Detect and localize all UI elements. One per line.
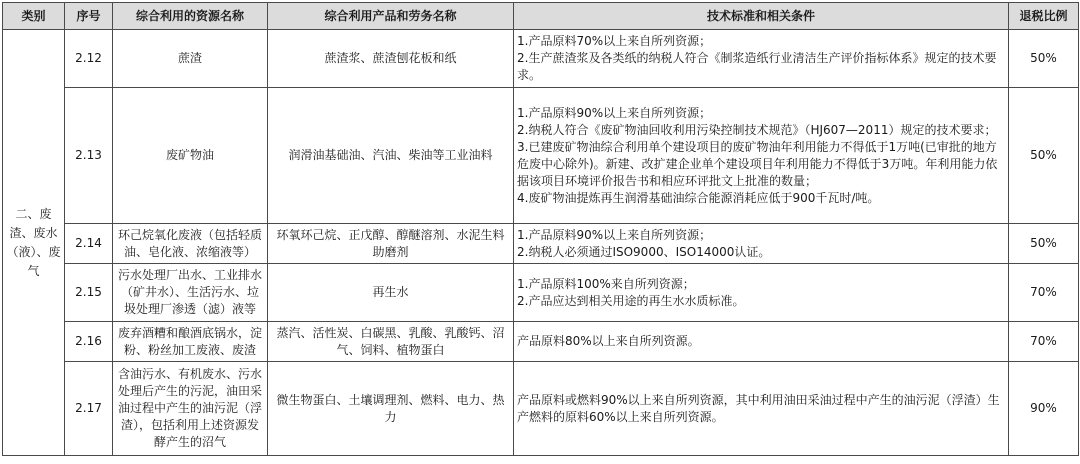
- standard-line: 1.产品原料90%以上来自所列资源；: [517, 227, 712, 242]
- standard-line: 2.产品应达到相关用途的再生水水质标准。: [517, 293, 745, 308]
- product-cell: 蒸汽、活性炭、白碳黑、乳酸、乳酸钙、沼气、饲料、植物蛋白: [268, 322, 514, 362]
- table-row: [3, 88, 1079, 224]
- header-resource: 综合利用的资源名称: [113, 3, 268, 30]
- category-cell: 二、废渣、废水（液）、废气: [3, 30, 65, 456]
- resource-cell: 含油污水、有机废水、污水处理后产生的污泥，油田采油过程中产生的油污泥（浮渣），包括利用上述资源发酵产生的沼气: [113, 362, 268, 456]
- product-cell: 环氧环己烷、正戊醇、醇醚溶剂、水泥生料助磨剂: [268, 224, 514, 264]
- product-cell: 润滑油基础油、汽油、柴油等工业油料: [268, 88, 514, 224]
- resource-cell: 环己烷氧化废液（包括轻质油、皂化液、浓缩液等）: [113, 224, 268, 264]
- seq-cell: 2.14: [65, 224, 113, 264]
- header-seq: 序号: [65, 3, 113, 30]
- standard-line: 2.纳税人符合《废矿物油回收利用污染控制技术规范》（HJ607—2011）规定的技术要求；: [517, 122, 997, 137]
- table-row: [3, 322, 1079, 362]
- table-row: [3, 362, 1079, 456]
- standard-cell: [514, 322, 1009, 362]
- resource-cell: 废矿物油: [113, 88, 268, 224]
- product-cell: 再生水: [268, 264, 514, 322]
- product-cell: 蔗渣浆、蔗渣刨花板和纸: [268, 30, 514, 88]
- rate-cell: 70%: [1009, 322, 1079, 362]
- resource-cell: 蔗渣: [113, 30, 268, 88]
- tax-rebate-table: [2, 2, 1079, 456]
- standard-line: 2.纳税人必须通过ISO9000、ISO14000认证。: [517, 244, 771, 259]
- standard-line: 产品原料80%以上来自所列资源。: [517, 334, 700, 348]
- rate-cell: 70%: [1009, 264, 1079, 322]
- resource-cell: 污水处理厂出水、工业排水（矿井水）、生活污水、垃圾处理厂渗透（滤）液等: [113, 264, 268, 322]
- standard-line: 1.产品原料90%以上来自所列资源；: [517, 105, 712, 120]
- rate-cell: 50%: [1009, 30, 1079, 88]
- table-row: [3, 224, 1079, 264]
- table-row: [3, 264, 1079, 322]
- standard-cell: [514, 88, 1009, 224]
- standard-cell: [514, 264, 1009, 322]
- standard-line: 2.生产蔗渣浆及各类纸的纳税人符合《制浆造纸行业清洁生产评价指标体系》规定的技术要求。: [517, 51, 997, 82]
- standard-cell: [514, 224, 1009, 264]
- seq-cell: 2.17: [65, 362, 113, 456]
- header-category: 类别: [3, 3, 65, 30]
- seq-cell: 2.16: [65, 322, 113, 362]
- header-product: 综合利用产品和劳务名称: [268, 3, 514, 30]
- seq-cell: 2.12: [65, 30, 113, 88]
- seq-cell: 2.13: [65, 88, 113, 224]
- header-standard: 技术标准和相关条件: [514, 3, 1009, 30]
- rate-cell: 50%: [1009, 88, 1079, 224]
- standard-line: 3.已建废矿物油综合利用单个建设项目的废矿物油年利用能力不得低于1万吨(已审批的地方危废中心除外)。新建、改扩建企业单个建设项目年利用能力不得低于3万吨。年利用能力依据该项目环境评价报告书和相应环评批文上批准的数量；: [517, 139, 998, 188]
- rate-cell: 50%: [1009, 224, 1079, 264]
- resource-cell: 废弃酒糟和酿酒底锅水，淀粉、粉丝加工废液、废渣: [113, 322, 268, 362]
- standard-line: 1.产品原料100%来自所列资源；: [517, 276, 695, 291]
- seq-cell: 2.15: [65, 264, 113, 322]
- header-row: [3, 3, 1079, 30]
- product-cell: 微生物蛋白、土壤调理剂、燃料、电力、热力: [268, 362, 514, 456]
- standard-line: 4.废矿物油提炼再生润滑基础油综合能源消耗应低于900千瓦时/吨。: [517, 190, 880, 205]
- standard-line: 1.产品原料70%以上来自所列资源；: [517, 34, 712, 48]
- header-rate: 退税比例: [1009, 3, 1079, 30]
- standard-cell: [514, 30, 1009, 88]
- table-row: [3, 30, 1079, 88]
- standard-line: 产品原料或燃料90%以上来自所列资源，其中利用油田采油过程中产生的油污泥（浮渣）生产燃料的原料60%以上来自所列资源。: [517, 392, 1000, 424]
- standard-cell: [514, 362, 1009, 456]
- rate-cell: 90%: [1009, 362, 1079, 456]
